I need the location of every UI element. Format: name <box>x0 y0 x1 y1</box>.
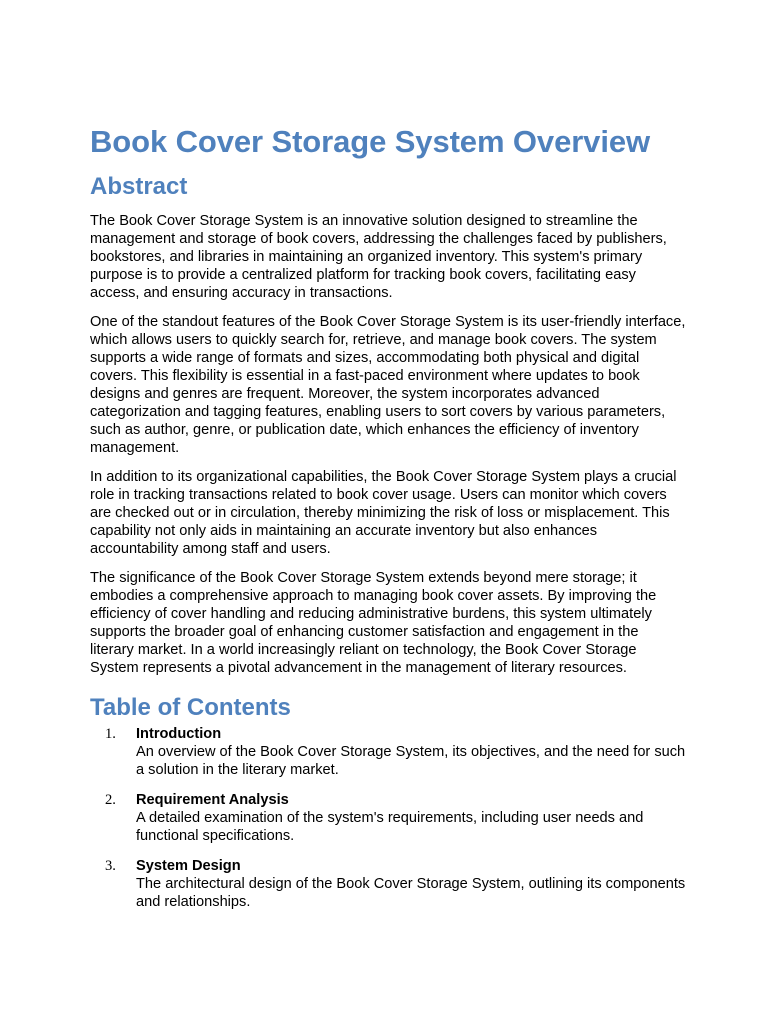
toc-item-title: Introduction <box>136 726 222 742</box>
toc-item-number: 2. <box>105 792 116 808</box>
toc-item-title: Requirement Analysis <box>136 792 289 808</box>
document-title: Book Cover Storage System Overview <box>90 124 650 159</box>
toc-item-number: 3. <box>105 858 116 874</box>
abstract-paragraph: One of the standout features of the Book Cover Storage System is its user-friendly interface, which allows users to quickly search for, retrieve, and manage book covers. The system supports a wide range of formats and sizes, accommodating both physical and digital covers. This flexibility is essential in a fast-paced environment where updates to book designs and genres are frequent. Moreover, the system incorporates advanced categorization and tagging features, enabling users to sort covers by various parameters, such as author, genre, or publication date, which enhances the efficiency of inventory management. <box>90 314 686 456</box>
toc-list <box>90 725 686 911</box>
abstract-paragraph: In addition to its organizational capabilities, the Book Cover Storage System plays a crucial role in tracking transactions related to book cover usage. Users can monitor which covers are checked out or in circulation, thereby minimizing the risk of loss or misplacement. This capability not only aids in maintaining an accurate inventory but also enhances accountability among staff and users. <box>90 469 677 557</box>
toc-heading: Table of Contents <box>90 694 291 721</box>
toc-item-description: An overview of the Book Cover Storage System, its objectives, and the need for such a solution in the literary market. <box>136 744 686 778</box>
toc-item <box>90 857 686 911</box>
toc-item-body <box>136 725 686 779</box>
toc-item <box>90 791 686 845</box>
toc-item-title: System Design <box>136 858 241 874</box>
toc-item <box>90 725 686 779</box>
toc-item-body <box>136 791 686 845</box>
toc-item-body <box>136 857 686 911</box>
toc-item-description: The architectural design of the Book Cover Storage System, outlining its components and relationships. <box>136 876 686 910</box>
abstract-heading: Abstract <box>90 173 188 200</box>
abstract-paragraph: The Book Cover Storage System is an innovative solution designed to streamline the management and storage of book covers, addressing the challenges faced by publishers, bookstores, and libraries in maintaining an organized inventory. This system's primary purpose is to provide a centralized platform for tracking book covers, facilitating easy access, and ensuring accuracy in transactions. <box>90 213 667 301</box>
document-page <box>90 122 686 923</box>
toc-item-number: 1. <box>105 726 116 742</box>
toc-item-description: A detailed examination of the system's requirements, including user needs and functional specifications. <box>136 810 644 844</box>
abstract-paragraph: The significance of the Book Cover Storage System extends beyond mere storage; it embodies a comprehensive approach to managing book cover assets. By improving the efficiency of cover handling and reducing administrative burdens, this system ultimately supports the broader goal of enhancing customer satisfaction and engagement in the literary market. In a world increasingly reliant on technology, the Book Cover Storage System represents a pivotal advancement in the management of literary resources. <box>90 570 657 676</box>
